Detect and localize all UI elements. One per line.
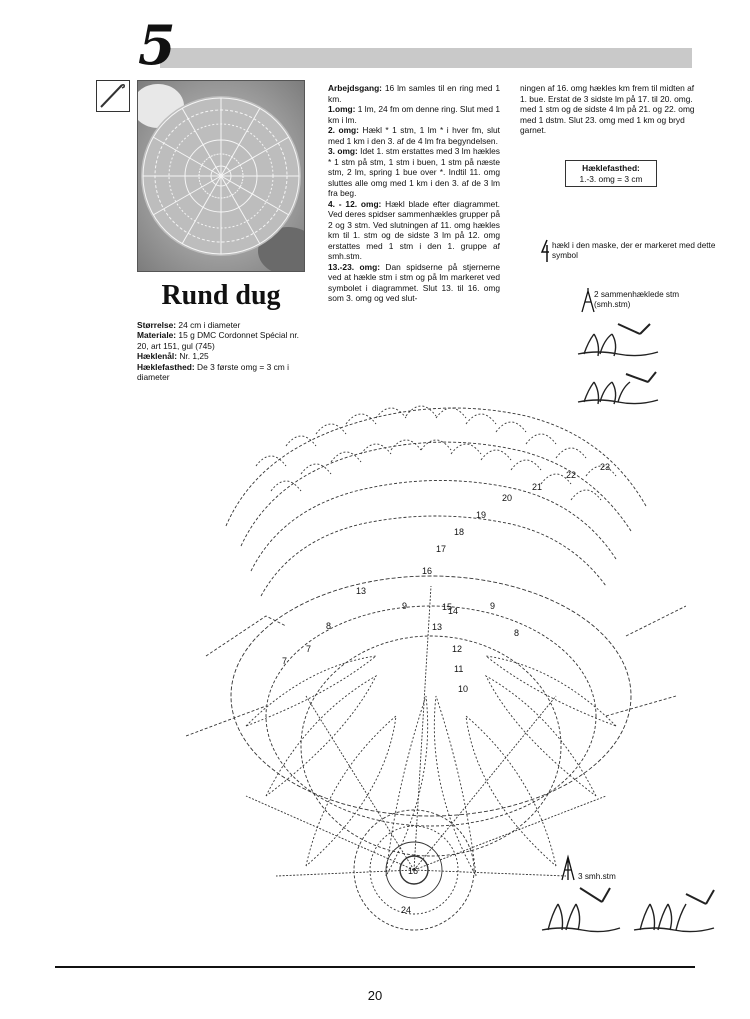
gauge-title: Hæklefasthed: (582, 163, 640, 173)
header-bar (160, 48, 692, 68)
doily-photo (137, 80, 305, 272)
footer-rule (55, 966, 695, 968)
spec-gauge: Hæklefasthed: De 3 første omg = 3 cm i diameter (137, 361, 289, 383)
legend-two-together: 2 sammenhæklede stm (smh.stm) (594, 290, 680, 309)
diagram-label: 19 (476, 510, 487, 520)
diagram-label: 7 (282, 656, 288, 666)
diagram-label: 18 (454, 527, 465, 537)
specs-block (137, 320, 309, 382)
diagram-label: 13 (432, 622, 443, 632)
marker-symbol-icon (540, 239, 550, 263)
gauge-box (565, 160, 657, 187)
diagram-label: 20 (502, 493, 513, 503)
instruction-paragraph: Arbejdsgang: 16 lm samles til en ring med 1 km. (328, 83, 500, 104)
diagram-label: 12 (452, 644, 463, 654)
diagram-label: 7 (306, 644, 312, 654)
diagram-label: 17 (436, 544, 447, 554)
legend-three-together: 3 smh.stm (578, 872, 616, 881)
diagram-label: 23 (600, 462, 611, 472)
diagram-label: 11 (454, 664, 464, 674)
instruction-paragraph: 1.omg: 1 lm, 24 fm om denne ring. Slut med 1 km i lm. (328, 104, 500, 125)
diagram-label: 21 (532, 482, 543, 492)
instruction-paragraph: 13.-23. omg: Dan spidserne på stjernerne ved at hækle stm i stm og på lm markeret ved symbolet i diagrammet. Slut 13. til 16. omg som 3. omg og ved slut- (328, 261, 500, 303)
gauge-value: 1.-3. omg = 3 cm (579, 174, 643, 184)
diagram-label: 22 (566, 470, 577, 480)
page-number: 20 (367, 988, 383, 1003)
pattern-number: 5 (138, 13, 176, 77)
diagram-label: 16 (422, 566, 433, 576)
diagram-label: 14 (448, 606, 459, 616)
crochet-chart-diagram (186, 396, 686, 951)
instruction-paragraph: 4. - 12. omg: Hækl blade efter diagrammet. Ved deres spidser sammenhækles grupper på 2 og 3 stm. Ved slutningen af 11. omg hækles km til 1. stm og de sidste 3 lm på 12. omg erstattes med 1 stm i den 1. gruppe af smh.stm. (328, 198, 500, 261)
diagram-label: 13 (356, 586, 367, 596)
diagram-label: 24 (401, 905, 412, 915)
spec-material: Materiale: 15 g DMC Cordonnet Spécial nr. 20, art 151, gul (745) (137, 330, 300, 351)
symbol-note: hækl i den maske, der er markeret med dette symbol (552, 241, 716, 261)
pattern-title: Rund dug (161, 280, 281, 311)
diagram-label: 9 (490, 601, 496, 611)
instruction-paragraph: 2. omg: Hækl * 1 stm, 1 lm * i hver fm, slut med 1 km i den 3. af de 4 lm fra begyndelsen. (328, 125, 500, 146)
instruction-paragraph: 3. omg: Idet 1. stm erstattes med 3 lm hækles * 1 stm på stm, 1 stm i buen, 1 stm på næste stm, 2 lm, spring 1 bue over *. Indtil 11. omg sluttes alle omg med 1 km i den 3. af de 3 lm fra beg. (328, 146, 500, 198)
diagram-label: 8 (326, 621, 332, 631)
diagram-label: 16 (408, 866, 419, 876)
crochet-hook-icon (96, 80, 130, 112)
spec-hook: Hæklenål: Nr. 1,25 (137, 351, 209, 362)
instructions-column-1 (328, 83, 500, 304)
spec-size: Størrelse: 24 cm i diameter (137, 320, 241, 330)
instructions-column-2: ningen af 16. omg hækles km frem til midten af 1. bue. Erstat de 3 sidste lm på 17. til 20. omg. med 1 stm og de sidste 4 lm på 21. og 22. omg med 1 dstm. Slut 23. omg med 1 km og bryd garnet. (520, 83, 695, 135)
diagram-label: 10 (458, 684, 469, 694)
diagram-label: 9 (402, 601, 408, 611)
diagram-label: 15 (442, 602, 453, 612)
diagram-label: 8 (514, 628, 520, 638)
